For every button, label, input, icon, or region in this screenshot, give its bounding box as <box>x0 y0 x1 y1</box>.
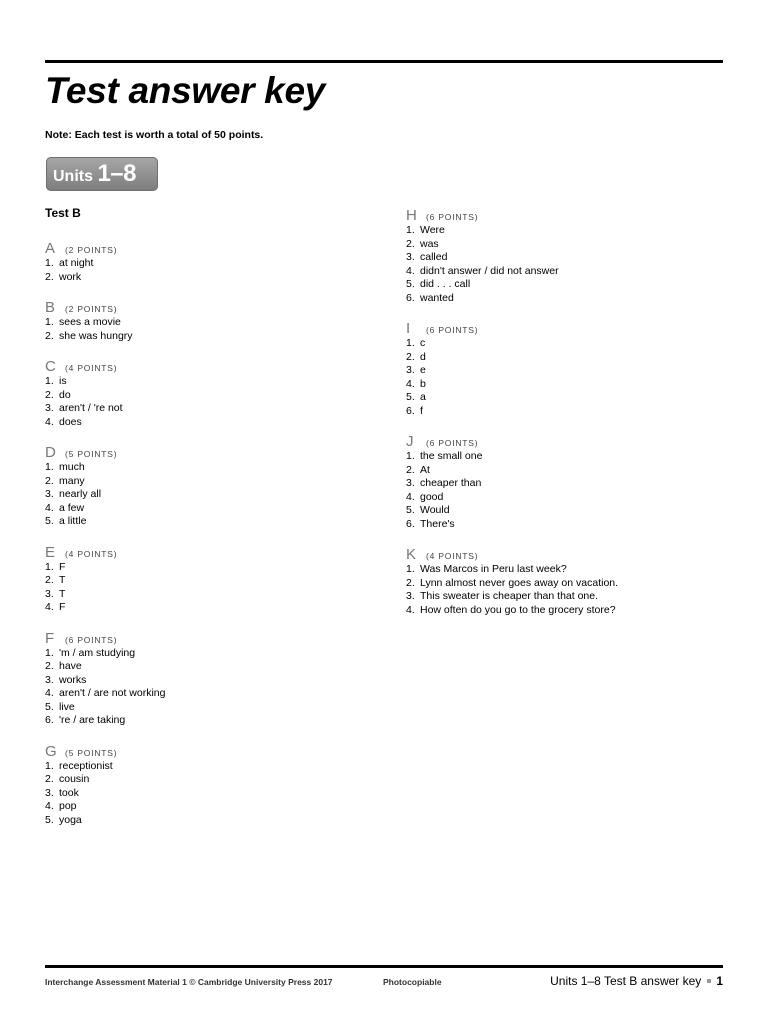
answer-item <box>45 674 365 688</box>
answer-number: 5. <box>406 504 415 516</box>
answer-text: c <box>420 337 426 349</box>
answer-text: b <box>420 377 426 390</box>
footer-separator-square <box>707 979 711 983</box>
answer-list <box>45 316 365 343</box>
answer-item <box>406 491 726 505</box>
answer-item <box>406 337 726 351</box>
answer-number: 1. <box>45 646 54 659</box>
answer-number: 4. <box>406 264 415 277</box>
answer-number: 5. <box>406 278 415 290</box>
answer-text: Were <box>420 224 445 236</box>
answer-number: 2. <box>406 237 415 250</box>
answer-item <box>45 814 365 828</box>
answer-text: d <box>420 350 426 363</box>
section-points: (6 POINTS) <box>65 634 118 645</box>
section-heading <box>45 240 365 257</box>
section-heading <box>45 358 365 375</box>
answer-text: F <box>59 601 66 613</box>
answer-section-f <box>45 630 365 728</box>
section-letter: H <box>406 207 417 224</box>
section-letter: C <box>45 358 56 375</box>
footer-title-text: Units 1–8 Test B answer key <box>550 974 702 988</box>
answer-item <box>406 364 726 378</box>
answer-text: is <box>59 375 67 387</box>
answer-item <box>45 787 365 801</box>
answer-number: 2. <box>45 660 54 672</box>
answer-number: 5. <box>45 515 54 527</box>
answer-number: 6. <box>406 517 415 530</box>
section-points: (5 POINTS) <box>65 747 118 758</box>
top-rule <box>45 60 723 63</box>
answer-text: a few <box>59 501 85 514</box>
answer-number: 3. <box>406 477 415 489</box>
answer-number: 4. <box>406 490 415 503</box>
answer-text: e <box>420 364 426 376</box>
answer-item <box>406 378 726 392</box>
answer-item <box>45 800 365 814</box>
answer-number: 3. <box>406 251 415 263</box>
answer-item <box>45 402 365 416</box>
answer-number: 4. <box>45 415 54 428</box>
answer-section-c <box>45 358 365 429</box>
answer-text: cheaper than <box>420 477 482 489</box>
answer-item <box>406 450 726 464</box>
answer-number: 3. <box>45 673 54 686</box>
units-badge-word: Units <box>53 168 93 185</box>
section-letter: B <box>45 299 56 316</box>
answer-list <box>45 461 365 529</box>
answer-number: 4. <box>45 800 54 812</box>
answer-text: sees a movie <box>59 316 121 328</box>
answer-item <box>406 590 726 604</box>
answer-list <box>406 450 726 531</box>
answer-number: 1. <box>45 257 54 269</box>
answer-item <box>45 502 365 516</box>
answer-text: aren't / 're not <box>59 402 123 414</box>
answer-number: 4. <box>45 501 54 514</box>
answer-number: 4. <box>406 603 415 616</box>
footer-photocopiable: Photocopiable <box>383 977 442 987</box>
answer-number: 2. <box>45 474 54 487</box>
answer-item <box>45 488 365 502</box>
answer-section-k <box>406 546 726 617</box>
answers-column-right <box>406 207 726 632</box>
answer-number: 2. <box>45 574 54 586</box>
answer-item <box>45 257 365 271</box>
answer-list <box>406 224 726 305</box>
answer-number: 1. <box>406 450 415 462</box>
answer-text: does <box>59 415 82 428</box>
answer-number: 1. <box>45 375 54 387</box>
answer-text: do <box>59 388 71 401</box>
answer-number: 2. <box>45 388 54 401</box>
answer-list <box>406 563 726 617</box>
test-label: Test B <box>45 206 81 220</box>
units-badge <box>46 157 158 191</box>
answer-section-e <box>45 544 365 615</box>
answer-item <box>406 405 726 419</box>
answer-number: 2. <box>45 773 54 785</box>
answer-text: yoga <box>59 813 82 826</box>
answer-item <box>45 601 365 615</box>
answer-item <box>45 416 365 430</box>
answer-text: wanted <box>420 291 454 304</box>
answer-section-b <box>45 299 365 343</box>
answer-item <box>406 604 726 618</box>
answer-item <box>406 577 726 591</box>
section-heading <box>45 444 365 461</box>
answer-text: works <box>59 673 87 686</box>
answer-item <box>406 265 726 279</box>
answer-number: 1. <box>45 759 54 772</box>
answer-item <box>406 563 726 577</box>
answer-text: 're / are taking <box>59 714 126 726</box>
answer-number: 1. <box>406 337 415 349</box>
answer-number: 3. <box>406 590 415 602</box>
answer-number: 3. <box>406 364 415 376</box>
answer-item <box>406 238 726 252</box>
answer-section-i <box>406 320 726 418</box>
answer-number: 4. <box>45 601 54 613</box>
section-points: (4 POINTS) <box>65 548 118 559</box>
answers-column-left <box>45 240 365 842</box>
section-points: (2 POINTS) <box>65 304 118 314</box>
footer-running-title <box>550 974 723 988</box>
answer-item <box>406 464 726 478</box>
answer-item <box>45 475 365 489</box>
answer-text: did . . . call <box>420 278 471 290</box>
answer-item <box>406 251 726 265</box>
page-title: Test answer key <box>45 70 326 111</box>
answer-item <box>45 515 365 529</box>
answer-text: she was hungry <box>59 329 133 342</box>
answer-item <box>45 574 365 588</box>
answer-number: 1. <box>45 316 54 328</box>
answer-text: much <box>59 461 85 473</box>
answer-item <box>406 292 726 306</box>
bottom-rule <box>45 965 723 968</box>
answer-item <box>45 773 365 787</box>
section-heading <box>406 433 726 450</box>
section-letter: K <box>406 546 417 563</box>
answer-number: 5. <box>406 391 415 403</box>
section-points: (6 POINTS) <box>426 212 479 222</box>
answer-item <box>45 375 365 389</box>
section-letter: D <box>45 444 56 461</box>
section-heading <box>45 743 365 760</box>
answer-item <box>406 391 726 405</box>
section-heading <box>406 546 726 563</box>
answer-item <box>45 687 365 701</box>
points-note: Note: Each test is worth a total of 50 points. <box>45 129 264 141</box>
answer-text: At <box>420 463 430 476</box>
answer-item <box>45 389 365 403</box>
section-letter: F <box>45 629 55 647</box>
answer-item <box>45 588 365 602</box>
answer-item <box>45 760 365 774</box>
answer-list <box>45 647 365 728</box>
answer-number: 3. <box>45 587 54 600</box>
answer-number: 2. <box>45 270 54 283</box>
answer-text: didn't answer / did not answer <box>420 264 559 277</box>
answer-text: have <box>59 660 82 672</box>
section-heading <box>45 630 365 647</box>
answer-list <box>45 375 365 429</box>
units-badge-range: 1–8 <box>97 160 136 187</box>
answer-section-d <box>45 444 365 529</box>
answer-section-g <box>45 743 365 828</box>
section-points: (2 POINTS) <box>65 245 118 255</box>
answer-number: 1. <box>406 563 415 575</box>
section-heading <box>406 207 726 224</box>
answer-list <box>45 760 365 828</box>
answer-text: good <box>420 490 444 503</box>
answer-text: the small one <box>420 450 483 462</box>
answer-text: aren't / are not working <box>59 687 166 699</box>
answer-list <box>45 257 365 284</box>
answer-text: 'm / am studying <box>59 646 136 659</box>
answer-section-h <box>406 207 726 305</box>
answer-section-a <box>45 240 365 284</box>
answer-item <box>45 461 365 475</box>
answer-text: F <box>59 560 66 573</box>
answer-text: called <box>420 251 448 263</box>
section-points: (6 POINTS) <box>426 438 479 448</box>
answer-section-j <box>406 433 726 531</box>
answer-item <box>45 330 365 344</box>
answer-number: 6. <box>406 291 415 304</box>
answer-text: This sweater is cheaper than that one. <box>420 590 599 602</box>
footer <box>45 974 723 992</box>
answer-number: 5. <box>45 700 54 713</box>
answer-text: took <box>59 786 79 799</box>
answer-number: 4. <box>406 377 415 390</box>
answer-text: work <box>59 270 82 283</box>
answer-item <box>406 518 726 532</box>
answer-number: 2. <box>406 463 415 476</box>
answer-number: 3. <box>45 786 54 799</box>
answer-text: was <box>420 237 439 250</box>
answer-list <box>406 337 726 418</box>
answer-text: at night <box>59 257 94 269</box>
answer-number: 6. <box>45 714 54 726</box>
answer-text: pop <box>59 800 77 812</box>
answer-text: cousin <box>59 773 90 785</box>
answer-number: 1. <box>45 560 54 573</box>
answer-text: receptionist <box>59 759 113 772</box>
answer-text: nearly all <box>59 488 102 500</box>
answer-number: 1. <box>45 461 54 473</box>
section-heading <box>45 299 365 316</box>
answer-number: 2. <box>406 576 415 589</box>
answer-item <box>406 224 726 238</box>
answer-number: 5. <box>45 813 54 826</box>
section-letter: E <box>45 543 56 561</box>
answer-text: T <box>59 574 66 586</box>
section-points: (6 POINTS) <box>426 325 479 335</box>
answer-item <box>45 660 365 674</box>
answer-number: 4. <box>45 687 54 699</box>
answer-item <box>406 477 726 491</box>
answer-item <box>45 561 365 575</box>
section-letter: G <box>45 742 57 760</box>
section-points: (4 POINTS) <box>426 551 479 561</box>
answer-number: 2. <box>45 329 54 342</box>
answer-text: live <box>59 700 75 713</box>
answer-number: 1. <box>406 224 415 236</box>
answer-text: Would <box>420 504 450 516</box>
section-heading <box>45 544 365 561</box>
section-heading <box>406 320 726 337</box>
answer-text: There's <box>420 517 455 530</box>
section-letter: I <box>406 320 411 337</box>
answer-number: 3. <box>45 488 54 500</box>
answer-number: 2. <box>406 350 415 363</box>
footer-copyright: Interchange Assessment Material 1 © Cambridge University Press 2017 <box>45 977 333 987</box>
answer-text: f <box>420 404 423 417</box>
answer-text: many <box>59 474 85 487</box>
page-number: 1 <box>716 974 723 988</box>
answer-text: Lynn almost never goes away on vacation. <box>420 576 619 589</box>
answer-number: 6. <box>406 404 415 417</box>
answer-text: T <box>59 587 66 600</box>
answer-item <box>45 701 365 715</box>
answer-number: 3. <box>45 402 54 414</box>
answer-text: a <box>420 391 426 403</box>
answer-list <box>45 561 365 615</box>
answer-item <box>406 351 726 365</box>
answer-item <box>45 714 365 728</box>
section-points: (5 POINTS) <box>65 449 118 459</box>
answer-item <box>406 504 726 518</box>
answer-item <box>45 316 365 330</box>
section-letter: J <box>406 433 414 450</box>
answer-text: How often do you go to the grocery store? <box>420 603 616 616</box>
answer-item <box>45 647 365 661</box>
answer-text: a little <box>59 515 87 527</box>
section-letter: A <box>45 240 56 257</box>
answer-text: Was Marcos in Peru last week? <box>420 563 567 575</box>
answer-item <box>406 278 726 292</box>
section-points: (4 POINTS) <box>65 363 118 373</box>
answer-item <box>45 271 365 285</box>
